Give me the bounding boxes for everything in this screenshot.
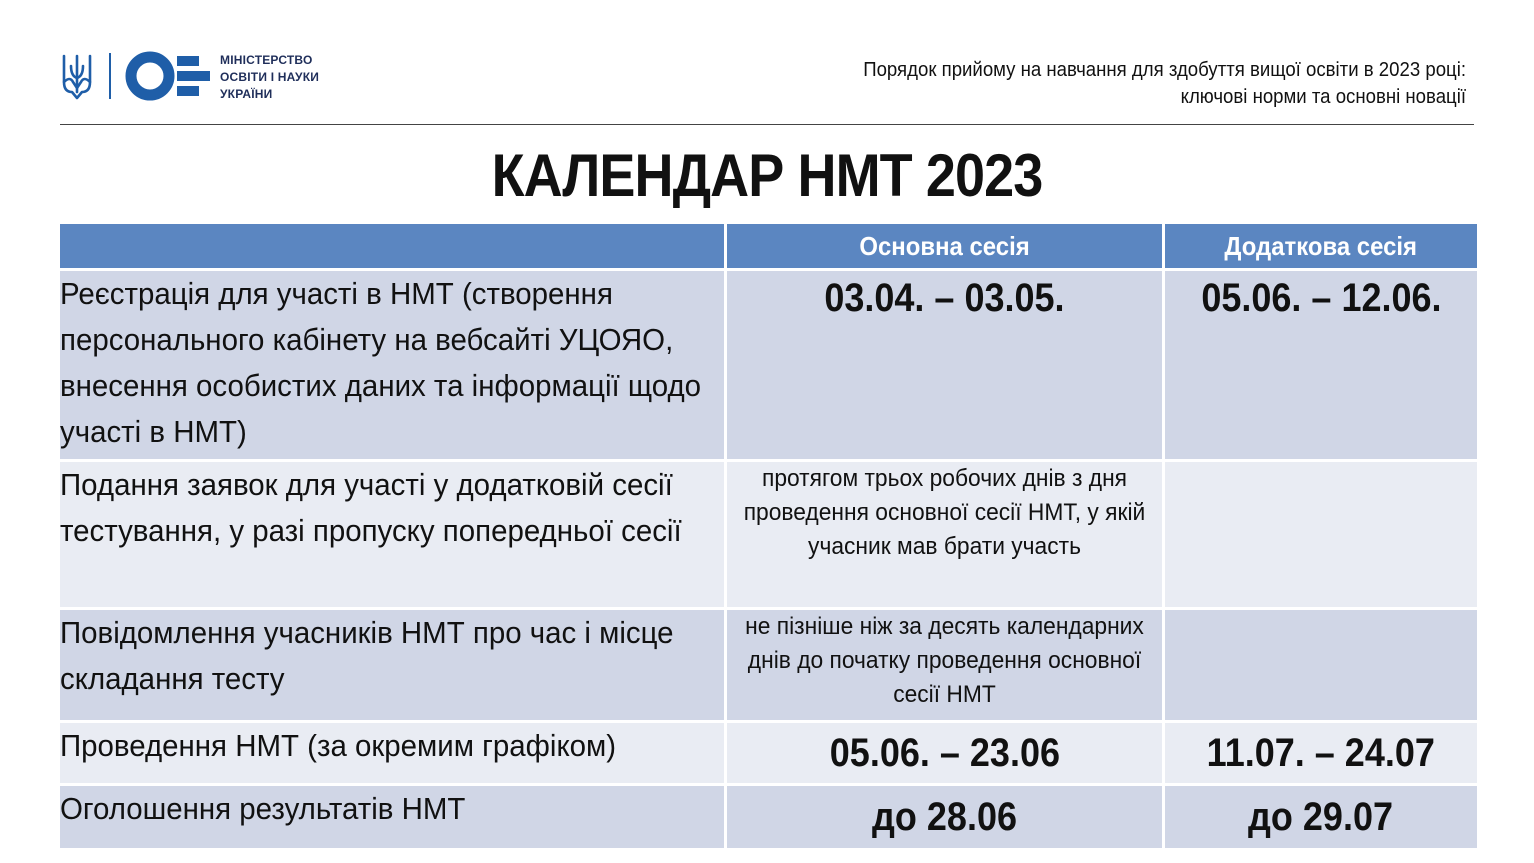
ministry-name-line: ОСВІТИ І НАУКИ: [220, 70, 320, 84]
header-divider: [60, 124, 1474, 125]
additional-session-date: 11.07. – 24.07: [1164, 722, 1479, 785]
main-session-note: не пізніше ніж за десять календарних днів до початку проведення основної сесії НМТ: [726, 609, 1164, 722]
table-row: [59, 270, 1479, 461]
table-header-row: [59, 223, 1479, 270]
page-header: [0, 0, 1534, 126]
trident-icon: [60, 52, 94, 102]
header-cell-additional-session: Додаткова сесія: [1164, 223, 1479, 270]
additional-session-note: [1164, 461, 1479, 609]
table-row: [59, 785, 1479, 850]
event-label: Подання заявок для участі у додатковій сесії тестування, у разі пропуску попередньої сесії: [59, 461, 726, 609]
event-label: Оголошення результатів НМТ: [59, 785, 726, 850]
caption-line: ключові норми та основні новації: [1180, 86, 1466, 108]
table-row: [59, 609, 1479, 722]
caption-line: Порядок прийому на навчання для здобуття вищої освіти в 2023 році:: [863, 59, 1466, 81]
ministry-name-line: МІНІСТЕРСТВО: [220, 53, 313, 67]
document-caption: [759, 57, 1466, 111]
ministry-name: [220, 52, 380, 103]
main-session-note: протягом трьох робочих днів з дня проведення основної сесії НМТ, у якій учасник мав брати участь: [726, 461, 1164, 609]
page-title: КАЛЕНДАР НМТ 2023: [491, 142, 1043, 209]
logo-divider: [109, 53, 111, 99]
ministry-logo: [125, 50, 210, 102]
additional-session-date: до 29.07: [1164, 785, 1479, 850]
ministry-name-line: УКРАЇНИ: [220, 87, 273, 101]
header-cell-main-session: Основна сесія: [726, 223, 1164, 270]
header-cell-event: [59, 223, 726, 270]
table-row: [59, 461, 1479, 609]
event-label: Повідомлення учасників НМТ про час і місце складання тесту: [59, 609, 726, 722]
table-row: [59, 722, 1479, 785]
main-session-date: до 28.06: [726, 785, 1164, 850]
event-label: Проведення НМТ (за окремим графіком): [59, 722, 726, 785]
additional-session-note: [1164, 609, 1479, 722]
event-label: Реєстрація для участі в НМТ (створення персонального кабінету на вебсайті УЦОЯО, внесення особистих даних та інформації щодо участі в НМТ): [59, 270, 726, 461]
calendar-table: [57, 221, 1480, 851]
main-session-date: 05.06. – 23.06: [726, 722, 1164, 785]
additional-session-date: 05.06. – 12.06.: [1164, 270, 1479, 461]
main-session-date: 03.04. – 03.05.: [726, 270, 1164, 461]
